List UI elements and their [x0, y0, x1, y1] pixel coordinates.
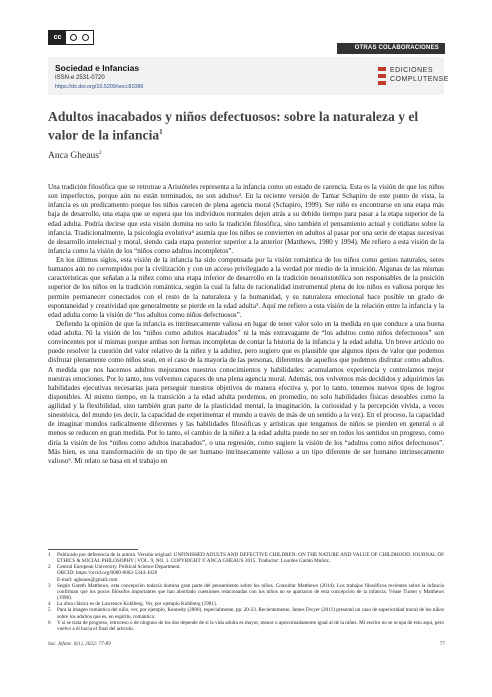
footnote-number: 5 [48, 607, 51, 614]
orcid-link[interactable]: ORCID: https://orcid.org/0000-0002-5344-1026 [57, 570, 158, 577]
footnote-text: Central European University. Political Science Department. [57, 564, 181, 571]
article-title [48, 109, 448, 143]
article-title-text: Adultos inacabados y niños defectuosos: sobre la naturaleza y el valor de la infancia [48, 109, 419, 143]
article-body [48, 183, 444, 466]
publisher-name [390, 67, 449, 84]
by-icon [70, 34, 77, 41]
journal-issn: ISSN-e 2531-0720 [55, 75, 105, 81]
paragraph: Una tradición filosófica que se retrotrae a Aristóteles representa a la infancia como un estado de carencia. Esta es la visión de que los niños son imperfectos, porque aún no están terminados, no son adultos³. En la reciente versión de Tamar Schapiro de este punto de vista, la infancia es un predicamento porque los niños carecen de plena agencia moral (Schapiro, 1999). Ser niño es encontrarse en una etapa más baja de desarrollo, una etapa que se espera que los individuos normales dejen atrás a su debido tiempo para pasar a la etapa superior de la edad adulta. Podría decirse que esta visión domina no solo la tradición filosófica, sino también el pensamiento actual y cotidiano sobre la infancia. Tradicionalmente, la psicología evolutiva⁴ asumía que los niños se convierten en adultos al pasar por una serie de etapas sucesivas de desarrollo intelectual y moral, siendo cada etapa posterior superior a la anterior (Matthews, 1980 y 1994). Me refiero a esta visión de la infancia como la visión de los “niños como adultos incompletos”. [48, 183, 444, 255]
doi-link[interactable]: https://dx.doi.org/10.5209/soci.81086 [55, 84, 144, 90]
author-footnote-ref[interactable]: 2 [98, 150, 102, 156]
page-number: 77 [439, 641, 445, 647]
footnote [48, 620, 444, 632]
creative-commons-badge[interactable] [48, 30, 94, 45]
section-tag: OTRAS COLABORACIONES [337, 43, 445, 54]
footnote [48, 607, 444, 619]
publisher [378, 67, 449, 85]
title-footnote-ref[interactable]: 1 [159, 127, 163, 136]
footnote-divider [48, 549, 138, 550]
publisher-line1: EDICIONES [390, 67, 434, 74]
footnote-number: 1 [48, 552, 51, 558]
journal-header [48, 57, 449, 95]
nc-icon [82, 34, 89, 41]
footnote [48, 552, 444, 564]
footnotes [48, 552, 444, 632]
journal-name: Sociedad e Infancias [55, 63, 140, 73]
footnote-number: 6 [48, 619, 51, 626]
footnote [48, 583, 444, 601]
author-name: Anca Gheaus [48, 151, 99, 162]
license-icons [66, 34, 93, 41]
footnote-number: 2 [48, 564, 51, 571]
footnote-text: Para la imagen romántica del niño, ver, por ejemplo, Kennedy (2006), especialmente, pp. 20-23. Recientemente, James Dwyer (2011) presentó un caso de superioridad moral de los niños sobre los adultos que es, en espíritu, romántica. [57, 607, 444, 620]
footnote-text: Y si se trata de progreso, retroceso o de ninguno de los dos depende de si la vida adulta es mayor, menor o aproximadamente igual al de la niñez. Mi escrito no se ocupa de esto aquí, pero vuelvo a él hacia el final del artículo. [57, 619, 444, 632]
footnote-number: 3 [48, 582, 51, 589]
publisher-logo-icon [378, 67, 386, 85]
footnote-text: Según Gareth Matthews, esta concepción todavía domina gran parte del pensamiento sobre los niños. Consultar Matthews (2014). Los trabajos filosóficos recientes sobre la infancia confirman que los pocos filósofos importantes que han abordado cuestiones relacionadas con los niños no se apartaron de esta concepción de la infancia. Véase Turner y Matthews (1998). [57, 582, 444, 602]
footnote-text: Publicado por deferencia de la autora. Versión original: UNFINISHED ADULTS AND DEFECTIVE CHILDREN: ON THE NATURE AND VALUE OF CHILDHOOD. JOURNAL OF ETHICS & SOCIAL PHILOSOPHY | VOL. 9, NO. 1. COPYRIGHT © ANCA GHEAUS 2015. Traductor: Lourdes Gaitán Muñoz. [57, 552, 444, 565]
publisher-line2: COMPLUTENSE [390, 75, 449, 83]
footnote-number: 4 [48, 601, 51, 608]
email-link[interactable]: E-mail: agheaus@gmail.com [57, 576, 118, 583]
paragraph: Defiendo la opinión de que la infancia es intrínsecamente valiosa en lugar de tener valor solo en la medida en que conduce a una buena edad adulta. Ni la visión de los “niños como adultos inacabados” ni la más extravagante de “los adultos como niños defectuosos” son convincentes por sí mismas porque ambas son formas incompletas de contar la historia de la infancia y la edad adulta. Un breve artículo no puede resolver la cuestión del valor relativo de la niñez y la adultez, pero sugiero que es plausible que algunos tipos de valor que podemos disfrutar plenamente como niños sean, en el caso de la mayoría de las personas, diferentes de aquellos que podemos disfrutar como adultos. A medida que nos hacemos adultos mejoramos nuestros conocimientos y habilidades: acumulamos experiencia y controlamos mejor nuestras emociones. Por lo tanto, nos volvemos capaces de una plena agencia moral. Además, nos volvemos más decididos y adquirimos las habilidades ejecutivas necesarias para perseguir nuestros objetivos de manera efectiva y, por lo tanto, tenemos nuevos tipos de logros disponibles. Al mismo tiempo, en la transición a la edad adulta perdemos, en promedio, no solo habilidades físicas deseables como la agilidad y la flexibilidad, sino también gran parte de la plasticidad mental, la imaginación, la curiosidad y la percepción vívida, a veces sinestésica, del mundo (es decir, la capacidad de experimentar el mundo a través de más de un sentido a la vez). En el proceso, la capacidad de imaginar mundos radicalmente diferentes y las habilidades filosóficas y artísticas que tengamos de niños se pierden en general o al menos se reducen en gran medida. Por lo tanto, el cambio de la niñez a la edad adulta puede no ser en todos los sentidos un progreso, como diría la visión de los “niños como adultos inacabados”, o una regresión, como sugiere la visión de los “adultos como niños defectuosos”. Más bien, es una transformación de un tipo de ser humano intrínsecamente valioso a un tipo diferente de ser humano intrínsecamente valioso⁶. Mi relato se basa en el trabajo en [48, 319, 444, 465]
paragraph: En los últimos siglos, esta visión de la infancia ha sido compensada por la visión romántica de los niños como genios naturales, seres humanos aún no corrompidos por la civilización y con un acceso privilegiado a la verdad por medio de la intuición. Algunas de las mismas características que señalan a la niñez como una etapa inferior de desarrollo en la tradición neoaristotélica son responsables de la posición superior de los niños en la tradición romántica, según la cual la falta de racionalidad instrumental plena de los niños es valiosa porque les permite permanecer conectados con el resto de la naturaleza y la humanidad, y su naturaleza emocional hace posible un grado de espontaneidad y creatividad que generalmente se pierde en la edad adulta⁵. Aquí me refiero a esta visión de la relación entre la infancia y la edad adulta como la visión de “los adultos como niños defectuosos”. [48, 256, 444, 319]
cc-icon: cc [49, 31, 66, 44]
author [48, 150, 102, 161]
footnote-text: La obra clásica es de Lawrence Kohlberg. Ver, por ejemplo Kohlberg (1981). [57, 601, 217, 608]
footer-citation: Soc. Infanc. 6(1), 2022: 77-89 [48, 641, 111, 647]
